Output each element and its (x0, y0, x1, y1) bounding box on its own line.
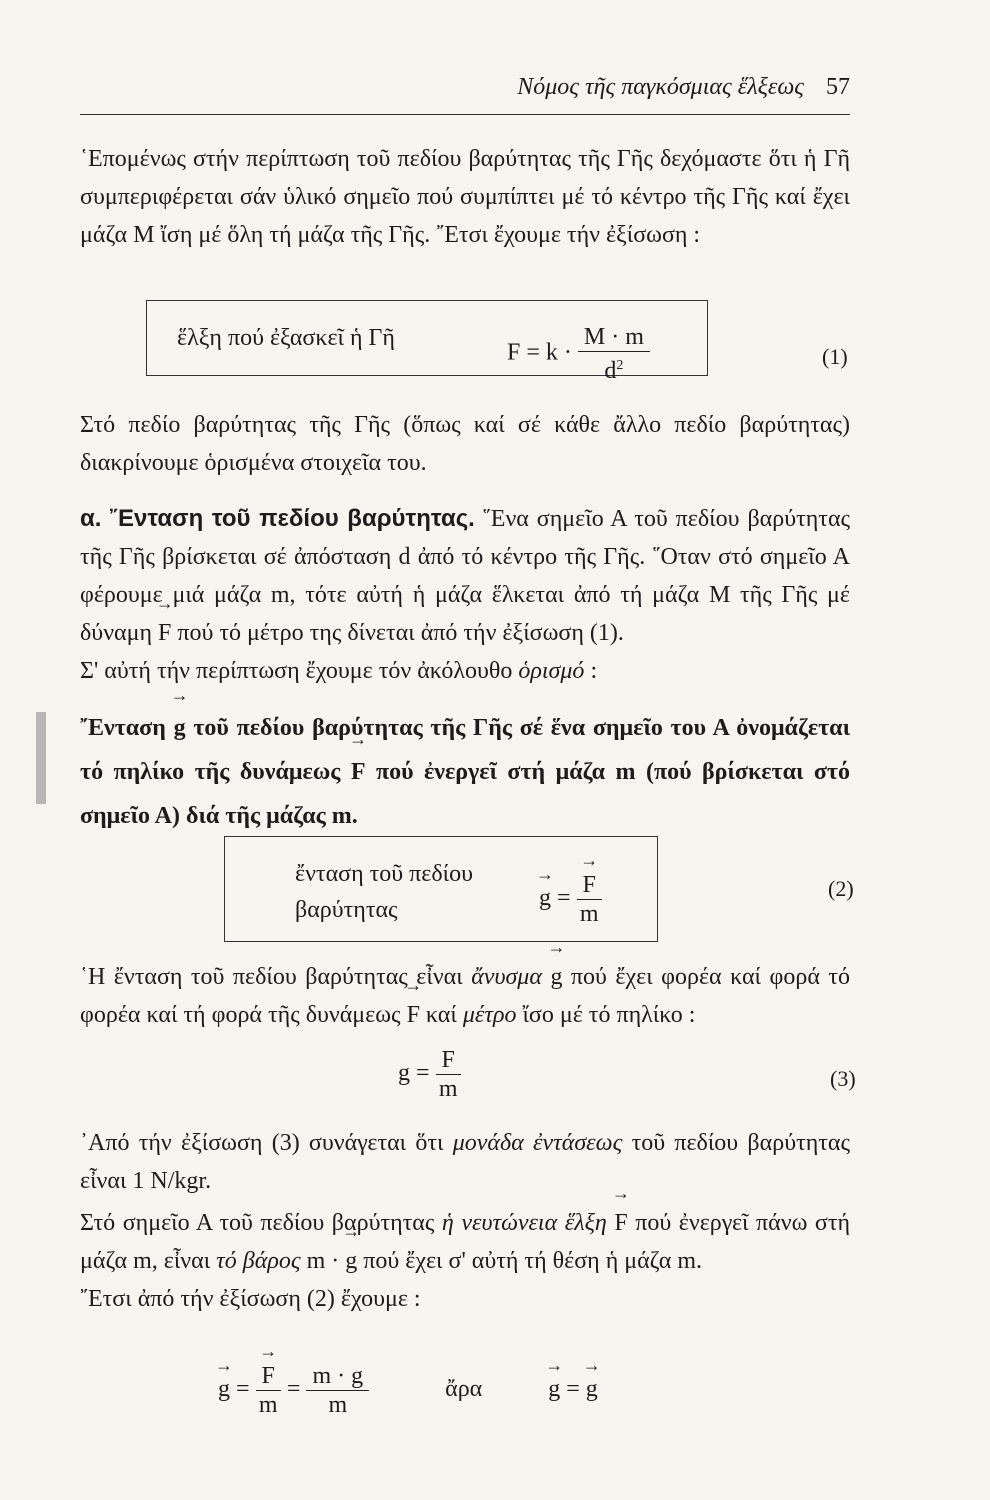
p4-text-a: ῾Η ἔνταση τοῦ πεδίου βαρύτητας εἶναι (80, 964, 463, 990)
eq3-numerator: F (436, 1046, 461, 1075)
eq4-therefore: ἄρα (445, 1376, 483, 1403)
eq2-fraction (577, 871, 602, 928)
p3-text-1: ῞Ενα σημεῖο Α τοῦ πεδίου βαρύτητας τῆς Γῆς βρίσκεται σέ ἀπόσταση d ἀπό τό κέντρο τῆς Γῆς. ῞Οταν στό σημεῖο Α φέρουμε μιά μάζα m, τότε αὐτή ἡ μάζα ἕλκεται ἀπό τή μάζα M τῆς Γῆς μέ δύναμη (80, 506, 851, 646)
def-text-c: πού ἐνεργεῖ στή μάζα m (πού βρίσκεται στό σημεῖο Α) διά τῆς μάζας m. (80, 759, 850, 829)
paragraph-3 (80, 500, 850, 690)
eq1-den-exp: 2 (616, 358, 624, 373)
vector-F: → F (351, 750, 366, 794)
eq4-denominator-1: m (258, 1392, 278, 1418)
p4-emphasis-2: μέτρο (462, 1002, 517, 1028)
equation-2-box (224, 836, 658, 942)
p6-text-e: ῎Ετσι ἀπό τήν ἐξίσωση (2) ἔχουμε : (80, 1286, 421, 1312)
equation-3 (398, 1046, 461, 1103)
definition-marker-bar (36, 712, 46, 804)
eq4-fraction-1 (256, 1362, 281, 1419)
p3-colon: : (590, 658, 598, 684)
paragraph-1: ῾Επομένως στήν περίπτωση τοῦ πεδίου βαρύτητας τῆς Γῆς δεχόμαστε ὅτι ἡ Γῆ συμπεριφέρεται σάν ὑλικό σημεῖο πού συμπίπτει μέ τό κέντρο τῆς Γῆς καί ἔχει μάζα M ἴση μέ ὅλη τή μάζα τῆς Γῆς. ῎Ετσι ἔχουμε τήν ἐξίσωση : (80, 146, 850, 248)
paragraph-5 (80, 1124, 850, 1200)
def-text-a: ῎Ενταση (80, 715, 166, 741)
eq1-lhs-text: F = k · (507, 339, 572, 366)
eq4-numerator-2: m · g (306, 1362, 369, 1391)
eq1-lhs (507, 323, 650, 385)
p5-text-a: ᾿Από τήν ἐξίσωση (3) συνάγεται ὅτι (80, 1130, 444, 1156)
vector-F: → F (407, 996, 420, 1034)
equation-1-box (146, 300, 708, 384)
header-rule (80, 114, 850, 115)
eq3-fraction (436, 1046, 461, 1103)
p5-emphasis: μονάδα ἐντάσεως (452, 1130, 623, 1156)
page-number: 57 (826, 74, 850, 100)
eq2-numerator: → F (577, 871, 602, 900)
vector-g: → g (550, 958, 562, 996)
p6-text-a: Στό σημεῖο Α τοῦ πεδίου βαρύτητας (80, 1210, 435, 1236)
eq2-number: (2) (828, 876, 854, 901)
eq1-number: (1) (822, 344, 848, 369)
eq2-label-1: ἔνταση τοῦ πεδίου (295, 861, 474, 887)
p6-emphasis-2: τό βάρος (216, 1248, 301, 1274)
p6-text-d: πού ἔχει σ' αὐτή τή θέση ἡ μάζα m. (363, 1248, 702, 1274)
running-header (80, 74, 850, 101)
eq3-number: (3) (830, 1066, 856, 1091)
p6-emphasis-1: ἡ νευτώνεια ἕλξη (441, 1210, 607, 1236)
eq4-equals-3: = (566, 1376, 580, 1403)
vector-F: → F (614, 1204, 627, 1242)
eq4-denominator-2: m (328, 1392, 348, 1418)
p4-text-d: ἴσο μέ τό πηλίκο : (522, 1002, 696, 1028)
vector-g: → g (345, 1242, 357, 1280)
vector-g: → g (548, 1376, 560, 1403)
p4-text-b: πού ἔχει φορέα καί φορά τό φορέα καί τή φορά τῆς δυνάμεως (80, 964, 851, 1028)
eq2-equals: = (557, 885, 571, 912)
paragraph-6 (80, 1204, 850, 1318)
header-title: Νόμος τῆς παγκόσμιας ἕλξεως (517, 74, 804, 100)
p4-emphasis-1: ἄνυσμα (471, 964, 542, 990)
vector-g: → g (174, 706, 186, 750)
eq1-denominator (604, 352, 623, 385)
eq4-equals-1: = (236, 1376, 250, 1403)
p6-text-b: πού ἐνεργεῖ πάνω στή μάζα m, εἶναι (80, 1210, 851, 1274)
eq2-label-2: βαρύτητας (295, 897, 398, 923)
eq2-denominator: m (579, 901, 599, 927)
eq4-fraction-2 (306, 1362, 369, 1419)
def-text-b: τοῦ πεδίου βαρύτητας τῆς Γῆς σέ ἕνα σημεῖο του Α ὀνομάζεται τό πηλίκο τῆς δυνάμεως (80, 715, 851, 785)
eq2-formula (539, 871, 602, 928)
eq1-den-base: d (604, 358, 617, 384)
section-heading: α. ῎Ενταση τοῦ πεδίου βαρύτητας. (80, 505, 475, 532)
p6-text-c: m · (306, 1248, 340, 1274)
eq3-denominator: m (438, 1076, 458, 1102)
vector-F: → F (158, 614, 171, 652)
eq1-label: ἕλξη πού ἐξασκεῖ ἡ Γῆ (177, 325, 395, 351)
eq4-equals-2: = (286, 1376, 301, 1403)
vector-g: → g (218, 1376, 230, 1403)
vector-g: → g (586, 1376, 598, 1403)
p4-text-c: καί (425, 1002, 457, 1028)
p5-text-b: τοῦ πεδίου βαρύτητας εἶναι 1 N/kgr. (80, 1130, 850, 1194)
vector-g: → g (539, 885, 551, 912)
p3-text-3: Σ' αὐτή τήν περίπτωση ἔχουμε τόν ἀκόλουθο (80, 658, 513, 684)
definition-block (80, 706, 850, 838)
eq4-numerator-1: → F (256, 1362, 281, 1391)
eq3-lhs: g = (398, 1060, 430, 1087)
equation-4 (218, 1362, 598, 1419)
p3-emphasis: ὁρισμό (518, 658, 585, 684)
eq1-fraction (578, 323, 650, 385)
p3-text-2: πού τό μέτρο της δίνεται ἀπό τήν ἐξίσωση (1). (177, 620, 624, 646)
eq1-numerator: M · m (578, 323, 650, 352)
paragraph-4 (80, 958, 850, 1034)
paragraph-2: Στό πεδίο βαρύτητας τῆς Γῆς (ὅπως καί σέ κάθε ἄλλο πεδίο βαρύτητας) διακρίνουμε ὁρισμένα στοιχεῖα του. (80, 412, 850, 476)
